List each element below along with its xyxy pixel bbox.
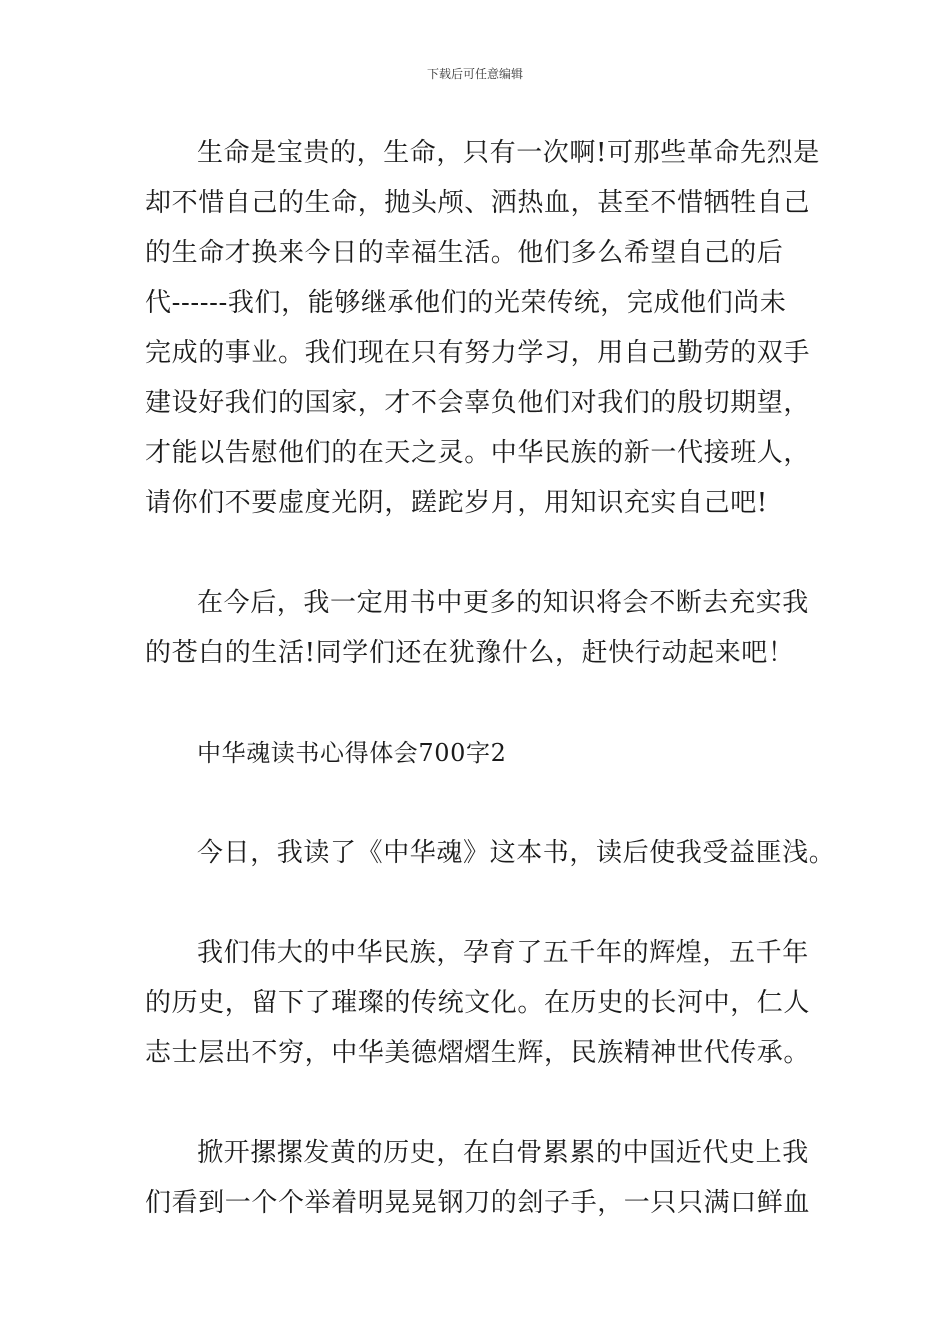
paragraph-line: 的生命才换来今日的幸福生活。他们多么希望自己的后 — [145, 238, 784, 268]
paragraph-line: 却不惜自己的生命，抛头颅、洒热血，甚至不惜牺牲自己 — [145, 188, 811, 218]
paragraph-spacer — [145, 528, 815, 578]
paragraph-line: 建设好我们的国家，才不会辜负他们对我们的殷切期望， — [145, 388, 811, 418]
paragraph — [145, 828, 836, 878]
paragraph-spacer — [145, 1078, 815, 1128]
paragraph-line: 在今后，我一定用书中更多的知识将会不断去充实我 — [197, 588, 809, 618]
paragraph — [145, 1128, 815, 1228]
paragraph-line: 们看到一个个举着明晃晃钢刀的刽子手，一只只满口鲜血 — [145, 1188, 811, 1218]
paragraph — [145, 128, 820, 528]
paragraph-line: 才能以告慰他们的在天之灵。中华民族的新一代接班人， — [145, 438, 811, 468]
paragraph-line: 我们伟大的中华民族，孕育了五千年的辉煌，五千年 — [197, 938, 809, 968]
paragraph-line: 今日，我读了《中华魂》这本书，读后使我受益匪浅。 — [197, 838, 836, 868]
paragraph-line: 代------我们，能够继承他们的光荣传统，完成他们尚未 — [145, 288, 787, 318]
section-title — [145, 728, 815, 778]
paragraph-spacer — [145, 778, 815, 828]
document-body — [145, 128, 836, 1228]
paragraph-line: 的苍白的生活!同学们还在犹豫什么，赶快行动起来吧！ — [145, 638, 795, 668]
paragraph-spacer — [145, 678, 815, 728]
paragraph-line: 掀开摞摞发黄的历史，在白骨累累的中国近代史上我 — [197, 1138, 809, 1168]
paragraph-line: 志士层出不穷，中华美德熠熠生辉，民族精神世代传承。 — [145, 1038, 811, 1068]
paragraph — [145, 578, 815, 678]
section-title-text: 中华魂读书心得体会700字2 — [197, 739, 507, 767]
page-header: 下载后可任意编辑 — [426, 67, 523, 81]
paragraph-line: 的历史，留下了璀璨的传统文化。在历史的长河中，仁人 — [145, 988, 811, 1018]
paragraph-line: 生命是宝贵的，生命，只有一次啊!可那些革命先烈是 — [197, 138, 820, 168]
paragraph-line: 请你们不要虚度光阴，蹉跎岁月，用知识充实自己吧! — [145, 488, 768, 518]
paragraph-line: 完成的事业。我们现在只有努力学习，用自己勤劳的双手 — [145, 338, 811, 368]
paragraph-spacer — [145, 878, 815, 928]
paragraph — [145, 928, 815, 1078]
